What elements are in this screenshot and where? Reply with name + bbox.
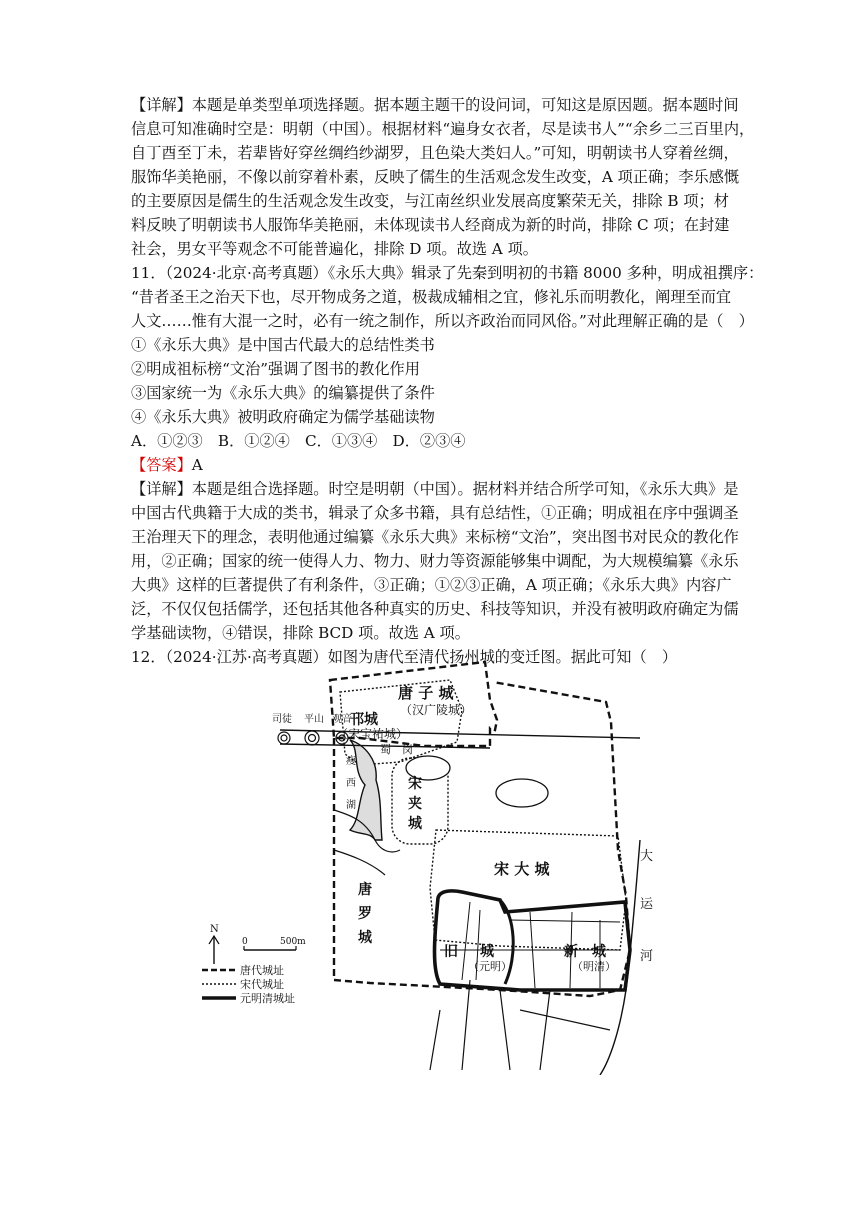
text-line: 大典》这样的巨著提供了有利条件，③正确；①②③正确，A 项正确；《永乐大典》内容广: [131, 576, 732, 594]
label-da: 大: [640, 849, 654, 864]
text-line: 学基础读物，④错误，排除 BCD 项。故选 A 项。: [131, 624, 470, 642]
label-pingshan: 平山: [304, 714, 324, 725]
label-hu: 湖: [346, 800, 356, 811]
label-tangzicheng: 唐 子 城: [398, 684, 454, 702]
label-mingqing: （明清）: [572, 960, 616, 973]
question-11-stem: 11．（2024·北京·高考真题）《永乐大典》辑录了先秦到明初的书籍 8000 多种，明成祖撰序：: [131, 264, 764, 282]
label-jia: 夹: [408, 796, 422, 812]
label-luo: 罗: [358, 906, 372, 922]
label-shou: 瘦: [346, 756, 356, 767]
svg-text:N: N: [210, 924, 219, 935]
label-yuanming: （元明）: [468, 960, 512, 973]
label-xin: 新: [564, 944, 578, 960]
choices: A．①②③ B．①②④ C．①③④ D．②③④: [131, 432, 466, 450]
label-shugang: 蜀 岗: [380, 743, 413, 756]
legend-yuan-ming-qing: 元明清城址: [240, 992, 295, 1005]
label-sidu: 司徒: [272, 714, 292, 725]
legend-tang: 唐代城址: [240, 964, 284, 977]
label-songdacheng: 宋 大 城: [494, 860, 550, 878]
answer-tag: 【答案】: [131, 456, 192, 474]
text-line: 信息可知准确时空是：明朝（中国）。根据材料“遍身女衣者，尽是读书人”“余乡二三百里内，: [131, 120, 755, 138]
label-gancheng: 邗城: [350, 712, 378, 728]
text-line: 中国古代典籍于大成的类书，辑录了众多书籍，具有总结性，①正确；明成祖在序中强调圣: [131, 504, 739, 522]
label-cheng2: 城: [358, 930, 372, 946]
legend-song: 宋代城址: [240, 978, 284, 991]
scale-bar: [242, 937, 306, 950]
map-legend: [202, 963, 295, 1005]
label-song: 宋: [408, 776, 422, 792]
text-line: 【详解】本题是单类型单项选择题。据本题主题干的设问词，可知这是原因题。据本题时间: [131, 96, 739, 114]
label-jiucheng: 城: [480, 944, 494, 960]
option-4: ④《永乐大典》被明政府确定为儒学基础读物: [131, 408, 435, 426]
text-line: 王治理天下的理念，表明他通过编纂《永乐大典》来标榜“文治”，突出图书对民众的教化作: [131, 528, 739, 546]
text-line: 用，②正确；国家的统一使得人力、物力、财力等资源能够集中调配，为大规模编纂《永乐: [131, 552, 739, 570]
svg-text:500m: 500m: [280, 937, 306, 947]
label-guanyin: 观音: [332, 714, 352, 725]
answer-line: [131, 454, 203, 476]
label-yun: 运: [640, 897, 654, 912]
pond: [496, 779, 548, 807]
text-line: 【详解】本题是组合选择题。时空是明朝（中国）。据材料并结合所学可知，《永乐大典》是: [131, 480, 739, 498]
text-line: 人文……惟有大混一之时，必有一统之制作，所以齐政治而同风俗。”对此理解正确的是（ ）: [131, 312, 754, 330]
text-line: 料反映了明朝读书人服饰华美艳丽，未体现读书人经商成为新的时尚，排除 C 项；在封建: [131, 216, 730, 234]
label-songbaoyou: （宋宝祐城）: [336, 727, 409, 741]
option-1: ①《永乐大典》是中国古代最大的总结性类书: [131, 336, 435, 354]
text-line: “昔者圣王之治天下也，尽开物成务之道，极裁成辅相之宜，修礼乐而明教化，阐理至而宜: [131, 288, 732, 306]
shouxihu-lake: [350, 740, 382, 840]
text-line: 服饰华美艳丽，不像以前穿着朴素，反映了儒生的生活观念发生改变，A 项正确；李乐感慨: [131, 168, 740, 186]
grand-canal: [600, 840, 640, 1075]
label-cheng: 城: [408, 816, 422, 832]
label-xi: 西: [346, 778, 356, 789]
label-hanguangling: （汉广陵城）: [400, 703, 473, 717]
north-arrow: [209, 924, 219, 964]
text-line: 自丁酉至丁未，若辈皆好穿丝绸绉纱湖罗，且色染大类妇人。”可知，明朝读书人穿着丝绸，: [131, 144, 739, 162]
option-2: ②明成祖标榜“文治”强调了图书的教化作用: [131, 360, 420, 378]
answer-value: A: [191, 456, 203, 474]
option-3: ③国家统一为《永乐大典》的编纂提供了条件: [131, 384, 435, 402]
text-line: 泛，不仅仅包括儒学，还包括其他各种真实的历史、科技等知识，并没有被明政府确定为儒: [131, 600, 739, 618]
label-he: 河: [640, 949, 654, 964]
roads: [430, 980, 610, 1070]
yangzhou-city-map: [200, 650, 710, 1075]
label-jiu: 旧: [444, 944, 458, 960]
svg-text:0: 0: [242, 937, 248, 947]
label-tang: 唐: [358, 882, 372, 898]
label-xincheng: 城: [592, 944, 606, 960]
text-line: 的主要原因是儒生的生活观念发生改变，与江南丝织业发展高度繁荣无关，排除 B 项；材: [131, 192, 729, 210]
text-line: 社会，男女平等观念不可能普遍化，排除 D 项。故选 A 项。: [131, 240, 538, 258]
question-12-stem: 12．（2024·江苏·高考真题）如图为唐代至清代扬州城的变迁图。据此可知（ ）: [131, 648, 678, 666]
